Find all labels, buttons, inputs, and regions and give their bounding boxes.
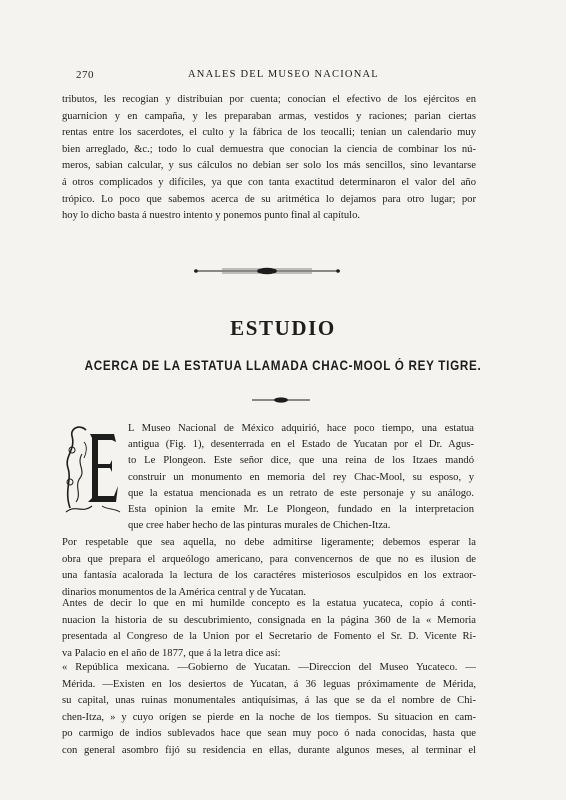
paragraph-top <box>62 92 476 225</box>
ornamental-rule-icon <box>192 266 342 276</box>
text-line: Por respetable que sea aquella, no debe admitirse ligeramente; debemos esperar la <box>62 537 476 548</box>
paragraph-opinion <box>62 535 476 601</box>
text-line: Antes de decir lo que en mi humilde concepto es la estatua yucateca, copio á conti- <box>62 598 476 609</box>
text-line: una fantasía acalorada la lectura de los caractéres misteriosos esculpidos en los extraor- <box>62 570 476 582</box>
text-line: presentada al Congreso de la Union por el Secretario de Fomento el Sr. D. Vicente Ri- <box>62 631 476 643</box>
article-subtitle: ACERCA DE LA ESTATUA LLAMADA CHAC-MOOL Ó REY TIGRE. <box>84 358 482 373</box>
text-line: nuacion la historia de su descubrimiento, consignada en la página 360 de la « Memoria <box>62 614 476 626</box>
text-line: su capital, unas ruinas monumentales antiquísimas, á las que se da el nombre de Chi- <box>62 695 476 707</box>
text-line: bien arreglado, &c.; todo lo cual demuestra que conocian la ciencia de combinar los nú- <box>62 143 476 155</box>
text-line: chen-Itza, » y cuyo orígen se pierde en la noche de los tiempos. Su situacion en cam- <box>62 711 476 723</box>
text-line: á otros complicados y difíciles, ya que con tanta exactitud determinaron el valor del año <box>62 176 476 188</box>
running-head <box>76 69 472 83</box>
text-line: meros, sabian calcular, y sus cálculos no debian ser solo los más sencillos, sino levantarse <box>62 160 476 172</box>
text-line: to Le Plongeon. Este señor dice, que una reina de los Itzaes mandó <box>128 455 474 467</box>
text-line: Mérida. —Existen en los desiertos de Yucatan, á 36 leguas próximamente de Mérida, <box>62 678 476 690</box>
running-title: ANALES DEL MUSEO NACIONAL <box>188 69 379 80</box>
paragraph-quotation <box>62 660 476 760</box>
text-line: guarnicion y en campaña, y les preparaban armas, vestidos y raciones; parian ciertas <box>62 110 476 122</box>
text-line: obra que prepara el arqueólogo americano, para convencernos de que no es ilusion de <box>62 553 476 565</box>
paragraph-history <box>62 596 476 662</box>
text-line: hoy lo dicho basta á nuestro intento y ponemos punto final al capítulo. <box>62 210 361 222</box>
text-line: va Palacio en el año de 1877, que á la letra dice así: <box>62 647 281 659</box>
text-line: L Museo Nacional de México adquirió, hace poco tiempo, una estatua <box>128 423 474 434</box>
text-line: rentas entre los sacerdotes, el culto y la fábrica de los teocalli; tenian un calendario muy <box>62 127 476 139</box>
section-heading: ESTUDIO <box>230 316 336 340</box>
text-line: con general asombro fijó su residencia en ellas, durante algunos meses, al terminar el <box>62 744 476 756</box>
small-ornamental-rule-icon <box>250 396 312 404</box>
text-line: tributos, les recogian y distribuian por cuenta; conocian el efectivo de los ejércitos en <box>62 94 476 105</box>
paragraph-intro <box>128 421 474 534</box>
text-line: que la estatua mencionada es un retrato de este personaje y su análogo. <box>128 487 474 499</box>
text-line: que cree haber hecho de las pinturas murales de Chichen-Itza. <box>128 520 391 532</box>
decorated-initial-e-icon <box>62 420 124 516</box>
text-line: Esta opinion la emite Mr. Le Plongeon, fundado en la interpretacion <box>128 504 474 516</box>
text-line: dinarios monumentos de la América central y de Yucatan. <box>62 586 307 598</box>
text-line: po carmigo de indios sublevados hace que sean muy poco ó nada conocidas, hasta que <box>62 728 476 740</box>
page-number: 270 <box>76 69 94 81</box>
text-line: antigua (Fig. 1), desenterrada en el Estado de Yucatan por el Dr. Agus- <box>128 439 474 451</box>
text-line: construir un monumento en memoria del rey Chac-Mool, su esposo, y <box>128 471 474 483</box>
text-line: « República mexicana. —Gobierno de Yucatan. —Direccion del Museo Yucateco. — <box>62 662 476 673</box>
text-line: trópico. Lo poco que sabemos acerca de su aritmética lo dejamos para otro lugar; por <box>62 193 476 205</box>
